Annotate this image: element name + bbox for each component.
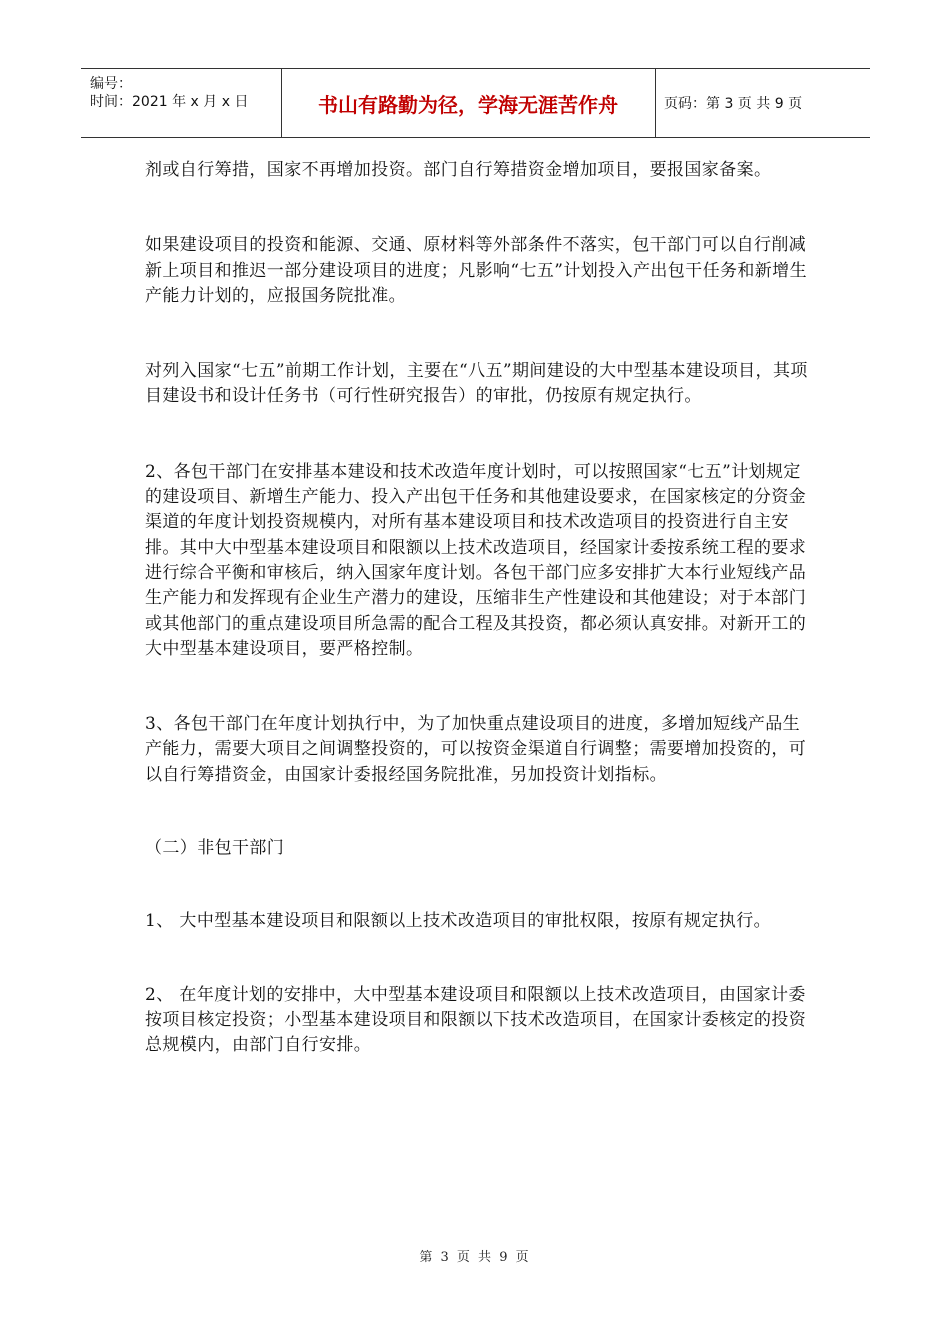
page-header	[81, 68, 870, 138]
paragraph-preliminary-work: 对列入国家“七五”前期工作计划，主要在“八五”期间建设的大中型基本建设项目，其项目建设书和设计任务书（可行性研究报告）的审批，仍按原有规定执行。	[145, 361, 808, 407]
paragraph-sub-item-2: 2、 在年度计划的安排中，大中型基本建设项目和限额以上技术改造项目，由国家计委按项目核定投资；小型基本建设项目和限额以下技术改造项目，在国家计委核定的投资总规模内，由部门自行安排。	[145, 984, 807, 1056]
page-footer: 第 3 页 共 9 页	[419, 1250, 531, 1265]
paragraph-continuation: 剂或自行筹措，国家不再增加投资。部门自行筹措资金增加项目，要报国家备案。	[145, 160, 772, 180]
paragraph-sub-item-1: 1、 大中型基本建设项目和限额以上技术改造项目的审批权限，按原有规定执行。	[145, 911, 772, 932]
document-code-label: 编号：	[90, 76, 132, 92]
header-page-number: 页码：第 3 页 共 9 页	[664, 96, 803, 112]
header-info-cell	[81, 69, 282, 137]
document-time-label: 时间：2021 年 x 月 x 日	[90, 94, 249, 110]
document-body	[145, 158, 810, 1059]
paragraph-item-3: 3、各包干部门在年度计划执行中，为了加快重点建设项目的进度，多增加短线产品生产能力，需要大项目之间调整投资的，可以按资金渠道自行调整；需要增加投资的，可以自行筹措资金，由国家计委报经国务院批准，另加投资计划指标。	[145, 714, 807, 785]
section-heading-non-contract-departments: （二）非包干部门	[145, 838, 285, 859]
header-motto: 书山有路勤为径，学海无涯苦作舟	[281, 69, 656, 137]
paragraph-external-conditions: 如果建设项目的投资和能源、交通、原材料等外部条件不落实，包干部门可以自行削减新上项目和推迟一部分建设项目的进度；凡影响“七五”计划投入产出包干任务和新增生产能力计划的，应报国务院批准。	[145, 235, 807, 306]
paragraph-item-2: 2、各包干部门在安排基本建设和技术改造年度计划时，可以按照国家“七五”计划规定的建设项目、新增生产能力、投入产出包干任务和其他建设要求，在国家核定的分资金渠道的年度计划投资规模内，对所有基本建设项目和技术改造项目的投资进行自主安排。其中大中型基本建设项目和限额以上技术改造项目，经国家计委按系统工程的要求进行综合平衡和审核后，纳入国家年度计划。各包干部门应多安排扩大本行业短线产品生产能力和发挥现有企业生产潜力的建设，压缩非生产性建设和其他建设；对于本部门或其他部门的重点建设项目所急需的配合工程及其投资，都必须认真安排。对新开工的大中型基本建设项目，要严格控制。	[145, 461, 807, 659]
